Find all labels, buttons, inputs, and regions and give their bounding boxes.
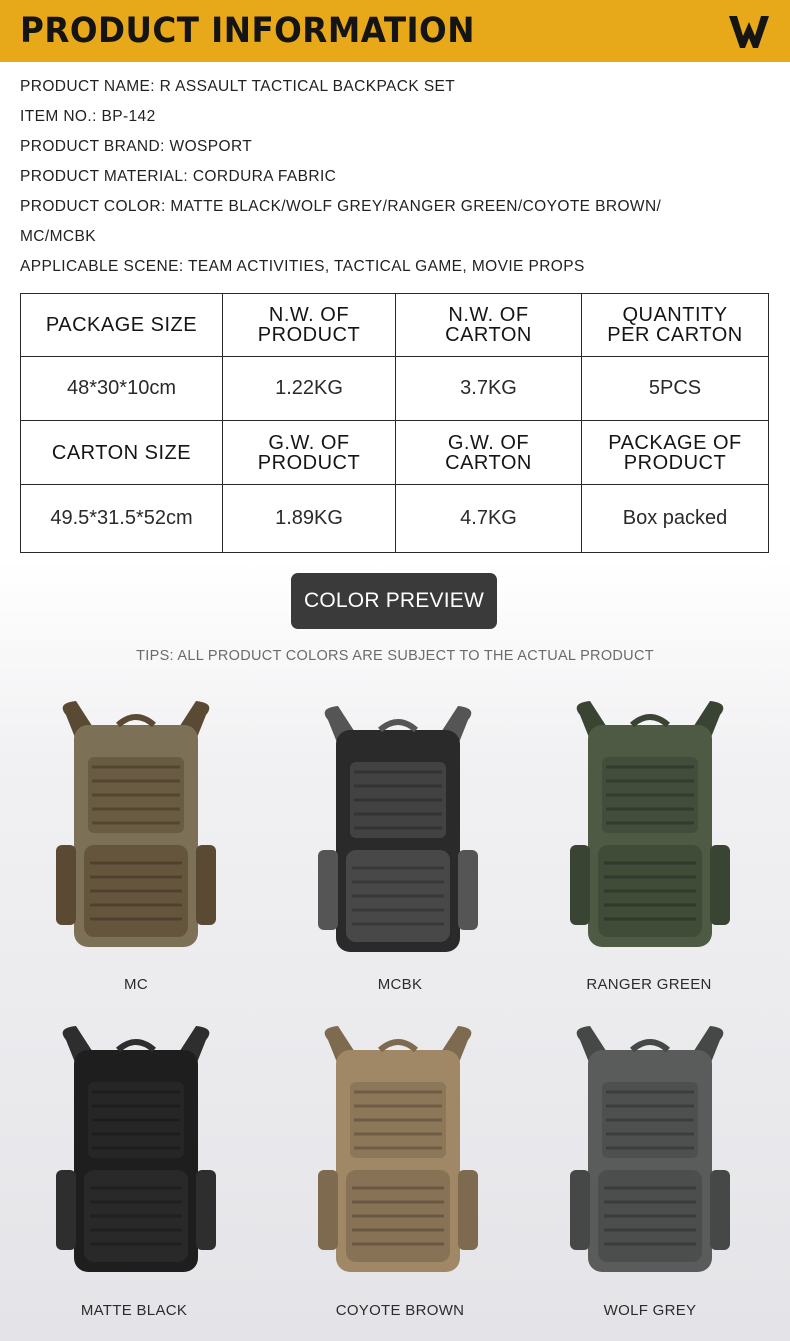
header-banner xyxy=(0,0,790,62)
side-strap-left xyxy=(570,845,590,925)
top-handle xyxy=(380,722,416,730)
color-label-mc: MC xyxy=(124,976,148,993)
backpack-image-coyote-brown xyxy=(298,1020,498,1280)
side-strap-left xyxy=(570,1170,590,1250)
side-strap-right xyxy=(458,850,478,930)
side-strap-right xyxy=(458,1170,478,1250)
backpack-image-mc xyxy=(36,695,236,955)
color-label-mcbk: MCBK xyxy=(377,976,423,993)
backpack-image-matte-black xyxy=(36,1020,236,1280)
top-handle xyxy=(118,717,154,725)
header-text: N.W. OF CARTON xyxy=(445,304,532,346)
side-strap-left xyxy=(318,850,338,930)
value-package: Box packed xyxy=(582,485,769,553)
header-quantity-per-carton xyxy=(582,294,769,357)
value-gw-carton: 4.7KG xyxy=(396,485,582,553)
value-package-size: 48*30*10cm xyxy=(21,357,223,421)
table-header-row xyxy=(21,421,769,485)
color-label-wolf-grey: WOLF GREY xyxy=(603,1302,697,1319)
side-strap-right xyxy=(710,1170,730,1250)
tips-text: TIPS: ALL PRODUCT COLORS ARE SUBJECT TO THE ACTUAL PRODUCT xyxy=(136,648,654,664)
value-nw-product: 1.22KG xyxy=(223,357,396,421)
spec-table xyxy=(20,293,769,553)
header-text: QUANTITY PER CARTON xyxy=(607,304,743,346)
header-nw-product xyxy=(223,294,396,357)
info-item-no: ITEM NO.: BP-142 xyxy=(20,108,156,125)
info-color: PRODUCT COLOR: MATTE BLACK/WOLF GREY/RANGER GREEN/COYOTE BROWN/ xyxy=(20,198,662,215)
backpack-image-ranger-green xyxy=(550,695,750,955)
header-nw-carton xyxy=(396,294,582,357)
header-text: PACKAGE OF PRODUCT xyxy=(608,431,742,474)
header-package-of-product xyxy=(582,421,769,485)
header-text: N.W. OF PRODUCT xyxy=(257,304,361,346)
info-product-name: PRODUCT NAME: R ASSAULT TACTICAL BACKPACK SET xyxy=(20,78,456,95)
info-material: PRODUCT MATERIAL: CORDURA FABRIC xyxy=(20,168,337,185)
value-nw-carton: 3.7KG xyxy=(396,357,582,421)
ws-logo-icon xyxy=(727,12,771,52)
value-quantity: 5PCS xyxy=(582,357,769,421)
top-handle xyxy=(380,1042,416,1050)
header-gw-carton xyxy=(396,421,582,485)
side-strap-left xyxy=(56,1170,76,1250)
header-text: G.W. OF PRODUCT xyxy=(257,431,361,474)
header-text: G.W. OF CARTON xyxy=(445,431,532,474)
header-carton-size: CARTON SIZE xyxy=(21,421,223,485)
side-strap-right xyxy=(196,845,216,925)
top-handle xyxy=(632,717,668,725)
side-strap-left xyxy=(56,845,76,925)
side-strap-left xyxy=(318,1170,338,1250)
side-strap-right xyxy=(710,845,730,925)
table-row xyxy=(21,485,769,553)
color-label-ranger-green: RANGER GREEN xyxy=(586,976,712,993)
info-scene: APPLICABLE SCENE: TEAM ACTIVITIES, TACTICAL GAME, MOVIE PROPS xyxy=(20,258,585,275)
info-color-cont: MC/MCBK xyxy=(20,228,96,245)
table-row xyxy=(21,357,769,421)
info-brand: PRODUCT BRAND: WOSPORT xyxy=(20,138,253,155)
color-label-matte-black: MATTE BLACK xyxy=(80,1302,188,1319)
value-gw-product: 1.89KG xyxy=(223,485,396,553)
top-handle xyxy=(118,1042,154,1050)
color-preview-button[interactable]: COLOR PREVIEW xyxy=(291,573,497,629)
header-gw-product xyxy=(223,421,396,485)
backpack-image-wolf-grey xyxy=(550,1020,750,1280)
backpack-image-mcbk xyxy=(298,700,498,960)
value-carton-size: 49.5*31.5*52cm xyxy=(21,485,223,553)
header-package-size: PACKAGE SIZE xyxy=(21,294,223,357)
product-info-list xyxy=(20,72,770,282)
top-handle xyxy=(632,1042,668,1050)
table-header-row xyxy=(21,294,769,357)
color-label-coyote-brown: COYOTE BROWN xyxy=(335,1302,465,1319)
page-title: PRODUCT INFORMATION xyxy=(20,11,475,51)
side-strap-right xyxy=(196,1170,216,1250)
